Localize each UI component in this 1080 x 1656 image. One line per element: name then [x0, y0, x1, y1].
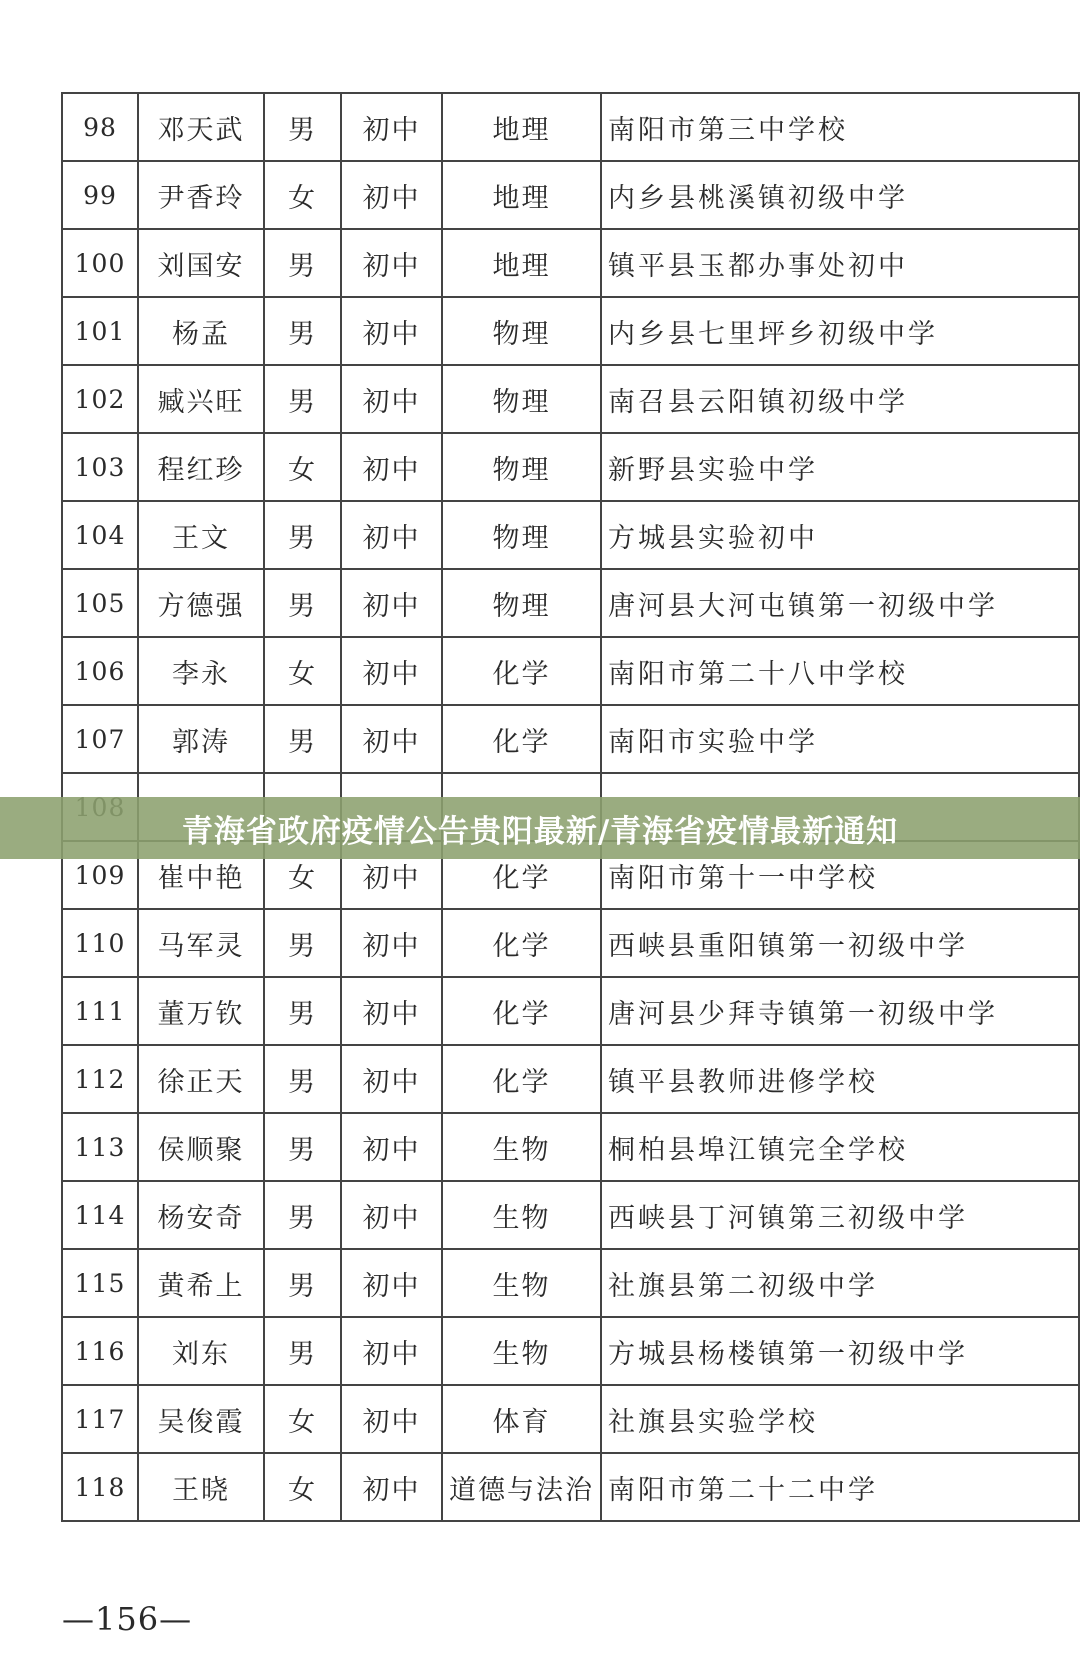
cell-number: 113: [62, 1113, 138, 1181]
cell-subject: 物理: [442, 569, 601, 637]
cell-subject: 物理: [442, 501, 601, 569]
cell-subject: 体育: [442, 1385, 601, 1453]
table-row: [62, 297, 1079, 365]
table-row: [62, 365, 1079, 433]
cell-school: 方城县实验初中: [601, 501, 1079, 569]
cell-level: 初中: [341, 637, 442, 705]
cell-subject: 生物: [442, 1181, 601, 1249]
cell-school: 西峡县重阳镇第一初级中学: [601, 909, 1079, 977]
cell-school: 南阳市第十一中学校: [601, 841, 1079, 909]
table-row: [62, 909, 1079, 977]
cell-subject: 化学: [442, 637, 601, 705]
cell-gender: 男: [264, 1249, 341, 1317]
cell-level: 初中: [341, 93, 442, 161]
cell-school: 南阳市实验中学: [601, 705, 1079, 773]
table-row: [62, 1453, 1079, 1521]
watermark-text: 青海省政府疫情公告贵阳最新/青海省疫情最新通知: [181, 813, 899, 850]
cell-subject: 化学: [442, 841, 601, 909]
table-row: [62, 977, 1079, 1045]
cell-subject: 地理: [442, 93, 601, 161]
cell-gender: 男: [264, 501, 341, 569]
cell-subject: 化学: [442, 909, 601, 977]
cell-number: 116: [62, 1317, 138, 1385]
cell-number: 115: [62, 1249, 138, 1317]
cell-subject: 化学: [442, 977, 601, 1045]
cell-school: 内乡县桃溪镇初级中学: [601, 161, 1079, 229]
cell-name: 马军灵: [138, 909, 264, 977]
cell-school: 唐河县大河屯镇第一初级中学: [601, 569, 1079, 637]
cell-school: 新野县实验中学: [601, 433, 1079, 501]
cell-level: 初中: [341, 297, 442, 365]
cell-name: 徐正天: [138, 1045, 264, 1113]
cell-school: 内乡县七里坪乡初级中学: [601, 297, 1079, 365]
cell-number: 118: [62, 1453, 138, 1521]
cell-number: 105: [62, 569, 138, 637]
cell-number: 117: [62, 1385, 138, 1453]
cell-gender: 女: [264, 1385, 341, 1453]
cell-name: 李永: [138, 637, 264, 705]
cell-name: 黄希上: [138, 1249, 264, 1317]
cell-name: 侯顺聚: [138, 1113, 264, 1181]
cell-school: 唐河县少拜寺镇第一初级中学: [601, 977, 1079, 1045]
cell-gender: 女: [264, 433, 341, 501]
cell-subject: 生物: [442, 1317, 601, 1385]
cell-level: 初中: [341, 977, 442, 1045]
table-row: [62, 1045, 1079, 1113]
cell-level: 初中: [341, 1181, 442, 1249]
cell-subject: 化学: [442, 1045, 601, 1113]
cell-gender: 男: [264, 977, 341, 1045]
table-row: [62, 637, 1079, 705]
cell-subject: 化学: [442, 705, 601, 773]
cell-gender: 男: [264, 297, 341, 365]
cell-name: 刘国安: [138, 229, 264, 297]
table-row: [62, 1249, 1079, 1317]
cell-number: 114: [62, 1181, 138, 1249]
cell-level: 初中: [341, 161, 442, 229]
cell-name: 崔中艳: [138, 841, 264, 909]
cell-subject: 地理: [442, 161, 601, 229]
cell-gender: 女: [264, 1453, 341, 1521]
cell-gender: 女: [264, 841, 341, 909]
cell-name: 杨孟: [138, 297, 264, 365]
table-row: [62, 1385, 1079, 1453]
cell-school: 镇平县玉都办事处初中: [601, 229, 1079, 297]
cell-gender: 男: [264, 569, 341, 637]
cell-number: 102: [62, 365, 138, 433]
cell-level: 初中: [341, 229, 442, 297]
cell-school: 镇平县教师进修学校: [601, 1045, 1079, 1113]
cell-level: 初中: [341, 1045, 442, 1113]
table-row: [62, 1113, 1079, 1181]
cell-school: 社旗县第二初级中学: [601, 1249, 1079, 1317]
cell-subject: 生物: [442, 1249, 601, 1317]
cell-name: 方德强: [138, 569, 264, 637]
cell-gender: 男: [264, 365, 341, 433]
cell-name: 杨安奇: [138, 1181, 264, 1249]
cell-name: 董万钦: [138, 977, 264, 1045]
cell-subject: 道德与法治: [442, 1453, 601, 1521]
cell-gender: 男: [264, 705, 341, 773]
cell-number: 103: [62, 433, 138, 501]
cell-name: 尹香玲: [138, 161, 264, 229]
cell-level: 初中: [341, 433, 442, 501]
cell-level: 初中: [341, 841, 442, 909]
cell-number: 106: [62, 637, 138, 705]
cell-number: 101: [62, 297, 138, 365]
cell-gender: 男: [264, 93, 341, 161]
table-row: [62, 229, 1079, 297]
table-row: [62, 161, 1079, 229]
cell-school: 方城县杨楼镇第一初级中学: [601, 1317, 1079, 1385]
cell-number: 100: [62, 229, 138, 297]
table-row: [62, 93, 1079, 161]
table-row: [62, 569, 1079, 637]
table-row: [62, 1181, 1079, 1249]
cell-name: 邓天武: [138, 93, 264, 161]
cell-school: 桐柏县埠江镇完全学校: [601, 1113, 1079, 1181]
cell-level: 初中: [341, 1249, 442, 1317]
cell-school: 南召县云阳镇初级中学: [601, 365, 1079, 433]
cell-gender: 男: [264, 909, 341, 977]
cell-level: 初中: [341, 1453, 442, 1521]
cell-name: 郭涛: [138, 705, 264, 773]
cell-subject: 物理: [442, 433, 601, 501]
cell-number: 99: [62, 161, 138, 229]
cell-gender: 女: [264, 637, 341, 705]
table-row: [62, 1317, 1079, 1385]
cell-name: 王晓: [138, 1453, 264, 1521]
table-row: [62, 501, 1079, 569]
cell-level: 初中: [341, 569, 442, 637]
cell-number: 109: [62, 841, 138, 909]
cell-number: 112: [62, 1045, 138, 1113]
cell-school: 西峡县丁河镇第三初级中学: [601, 1181, 1079, 1249]
cell-level: 初中: [341, 705, 442, 773]
watermark-banner: [0, 797, 1080, 859]
cell-subject: 物理: [442, 365, 601, 433]
cell-gender: 男: [264, 1181, 341, 1249]
cell-subject: 生物: [442, 1113, 601, 1181]
cell-number: 104: [62, 501, 138, 569]
cell-level: 初中: [341, 1317, 442, 1385]
cell-subject: 地理: [442, 229, 601, 297]
cell-name: 王文: [138, 501, 264, 569]
cell-name: 程红珍: [138, 433, 264, 501]
cell-school: 南阳市第二十八中学校: [601, 637, 1079, 705]
cell-name: 吴俊霞: [138, 1385, 264, 1453]
cell-gender: 男: [264, 1045, 341, 1113]
cell-school: 南阳市第三中学校: [601, 93, 1079, 161]
cell-level: 初中: [341, 1113, 442, 1181]
cell-level: 初中: [341, 909, 442, 977]
cell-level: 初中: [341, 365, 442, 433]
page-number: —156—: [62, 1600, 193, 1638]
cell-gender: 男: [264, 229, 341, 297]
cell-number: 111: [62, 977, 138, 1045]
cell-name: 臧兴旺: [138, 365, 264, 433]
cell-number: 98: [62, 93, 138, 161]
cell-name: 刘东: [138, 1317, 264, 1385]
table-row: [62, 433, 1079, 501]
cell-number: 110: [62, 909, 138, 977]
cell-gender: 女: [264, 161, 341, 229]
cell-gender: 男: [264, 1317, 341, 1385]
cell-level: 初中: [341, 1385, 442, 1453]
cell-level: 初中: [341, 501, 442, 569]
cell-gender: 男: [264, 1113, 341, 1181]
table-row: [62, 705, 1079, 773]
cell-subject: 物理: [442, 297, 601, 365]
cell-school: 南阳市第二十二中学: [601, 1453, 1079, 1521]
cell-number: 107: [62, 705, 138, 773]
cell-school: 社旗县实验学校: [601, 1385, 1079, 1453]
